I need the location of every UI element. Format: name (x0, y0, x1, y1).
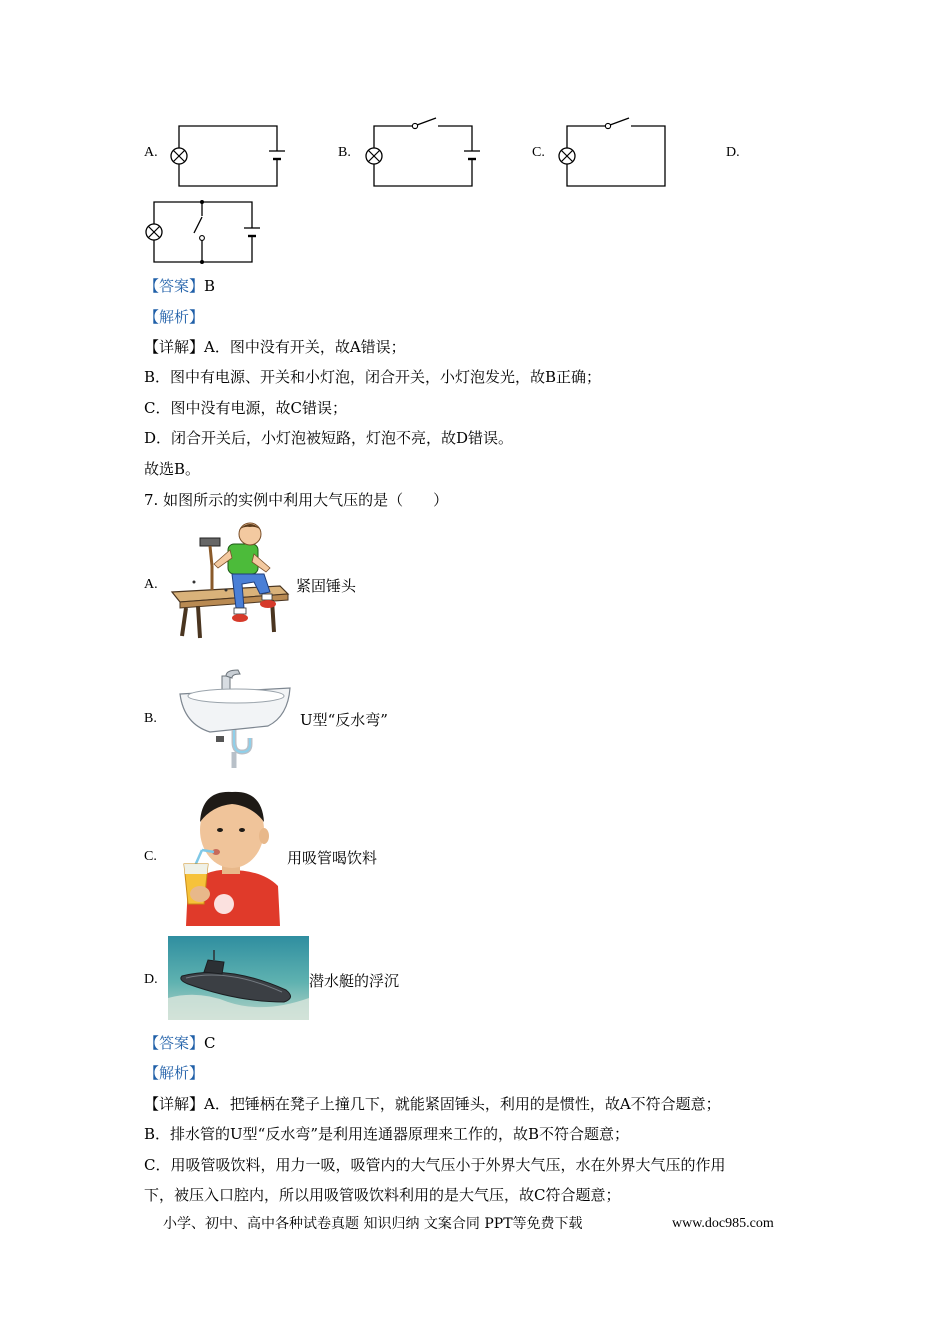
q7-detail-a (144, 1094, 721, 1114)
q7-option-c-letter: C. (144, 849, 157, 864)
circuit-c-diagram (553, 115, 683, 192)
q7-detail-c-line2: 下，被压入口腔内，所以用吸管吸饮料利用的是大气压，故C符合题意； (144, 1186, 621, 1204)
circuit-b-diagram (360, 115, 490, 192)
q7-option-b-text: U型“反水弯” (300, 711, 388, 729)
q7-answer (144, 1033, 216, 1053)
q7-option-a-text: 紧固锤头 (296, 577, 357, 595)
q6-answer (144, 276, 215, 296)
submarine-image (168, 936, 309, 1020)
answer-label: 【答案】 (144, 277, 205, 295)
q7-option-d-text: 潜水艇的浮沉 (309, 972, 400, 990)
q6-analysis-label: 【解析】 (144, 308, 205, 326)
q6-detail-b: B．图中有电源、开关和小灯泡，闭合开关，小灯泡发光，故B正确； (144, 368, 602, 386)
answer-value: B (204, 277, 216, 295)
detail-label: 【详解】 (144, 338, 205, 356)
circuit-d-diagram (140, 198, 270, 270)
q7-option-d-letter: D. (144, 972, 158, 987)
detail-a-text: A．图中没有开关，故A错误； (204, 338, 406, 356)
footer-url[interactable]: www.doc985.com (672, 1216, 774, 1231)
q6-conclusion: 故选B。 (144, 460, 201, 478)
q7-option-a-letter: A. (144, 577, 158, 592)
detail-a-text: A．把锤柄在凳子上撞几下，就能紧固锤头，利用的是惯性，故A不符合题意； (204, 1095, 721, 1113)
q7-option-c-text: 用吸管喝饮料 (287, 849, 378, 867)
hammer-boy-image (168, 520, 296, 640)
q7-detail-c-line1: C．用吸管吸饮料，用力一吸，吸管内的大气压小于外界大气压，水在外界大气压的作用 (144, 1156, 726, 1174)
option-a-label: A. (144, 145, 158, 160)
option-c-label: C. (532, 145, 545, 160)
q7-analysis-label: 【解析】 (144, 1064, 205, 1082)
q6-detail-c: C．图中没有电源，故C错误； (144, 399, 347, 417)
boy-drinking-straw-image (180, 788, 280, 926)
option-d-label: D. (726, 145, 740, 160)
detail-label: 【详解】 (144, 1095, 205, 1113)
q6-detail-a (144, 337, 406, 357)
circuit-a-diagram (165, 120, 295, 192)
answer-value: C (204, 1034, 216, 1052)
sink-u-trap-image (176, 668, 294, 770)
q7-question: 7. 如图所示的实例中利用大气压的是（ ） (144, 491, 449, 509)
option-b-label: B. (338, 145, 351, 160)
answer-label: 【答案】 (144, 1034, 205, 1052)
footer-text: 小学、初中、高中各种试卷真题 知识归纳 文案合同 PPT等免费下载 (163, 1216, 583, 1232)
q7-option-b-letter: B. (144, 711, 157, 726)
q7-detail-b: B．排水管的U型“反水弯”是利用连通器原理来工作的，故B不符合题意； (144, 1125, 630, 1143)
q6-detail-d: D．闭合开关后，小灯泡被短路，灯泡不亮，故D错误。 (144, 429, 514, 447)
